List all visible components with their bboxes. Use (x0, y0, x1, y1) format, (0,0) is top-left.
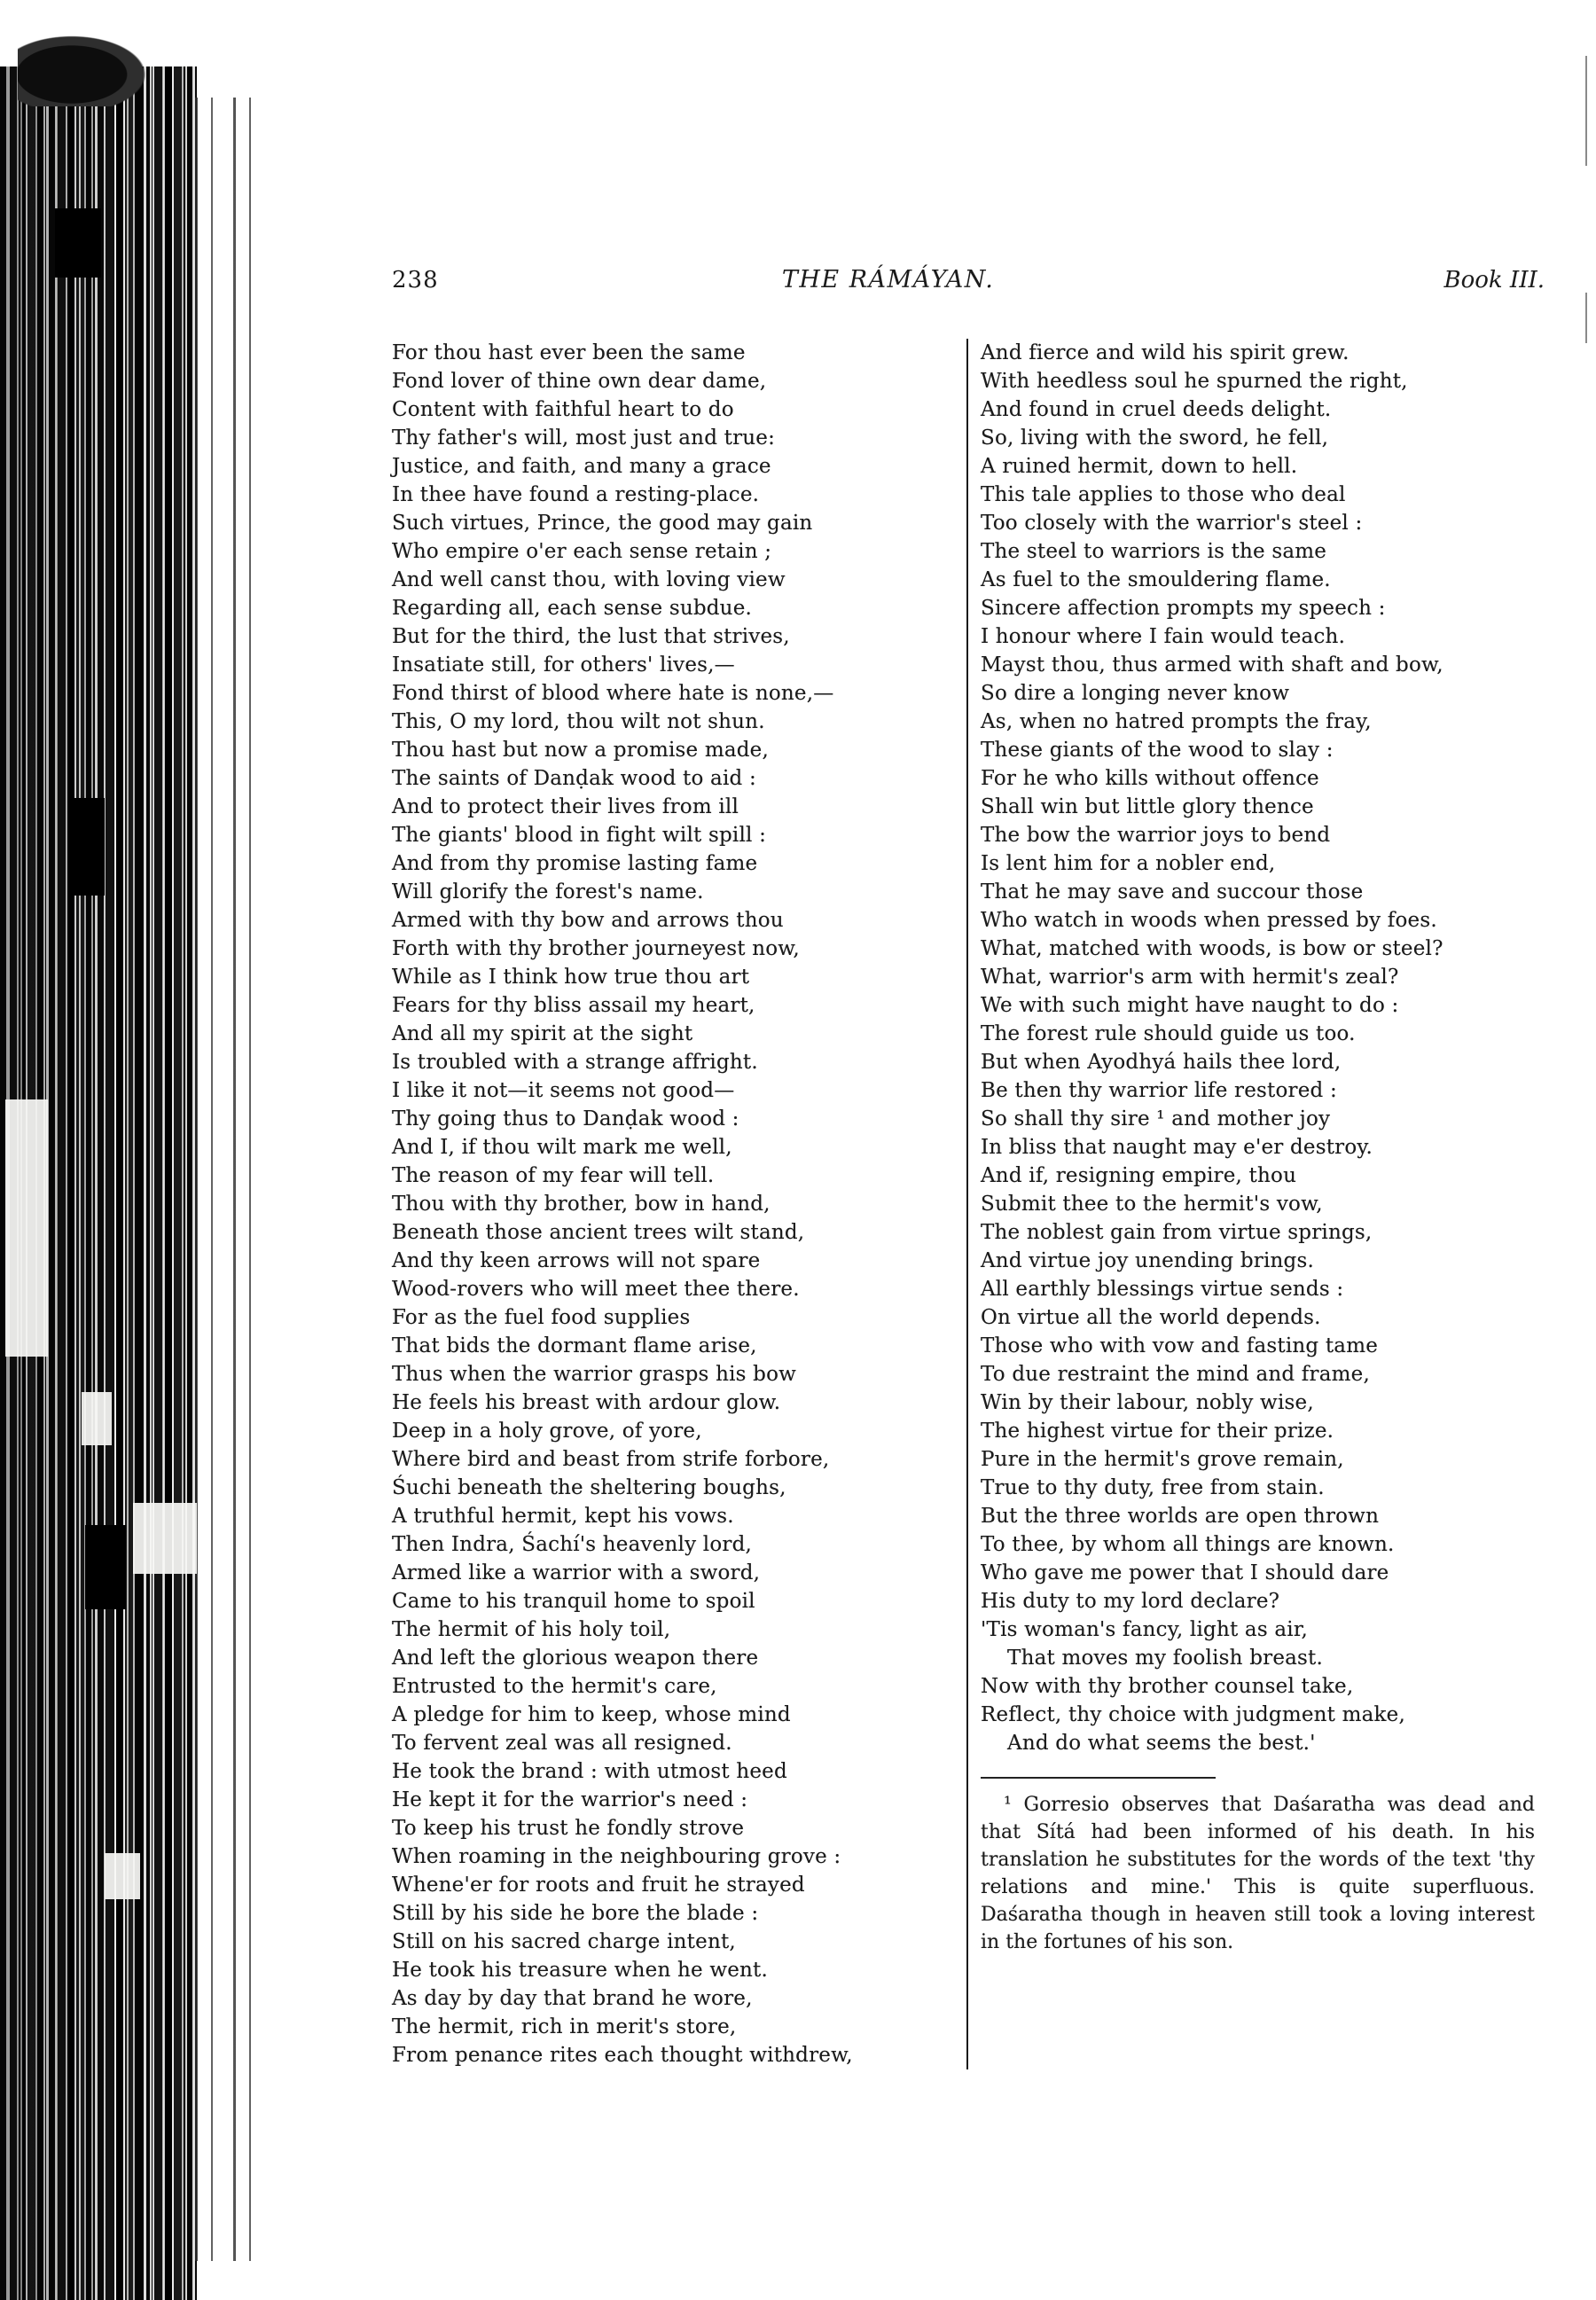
poem-line: His duty to my lord declare? (981, 1590, 1280, 1613)
poem-line: All earthly blessings virtue sends : (981, 1278, 1344, 1301)
poem-line: He feels his breast with ardour glow. (392, 1391, 781, 1414)
poem-line: Who empire o'er each sense retain ; (392, 540, 772, 563)
book-label: Book III. (1443, 267, 1545, 293)
poem-line: To fervent zeal was all resigned. (392, 1732, 732, 1755)
poem-line: Be then thy warrior life restored : (981, 1079, 1337, 1102)
poem-line: Now with thy brother counsel take, (981, 1675, 1354, 1698)
poem-line: Those who with vow and fasting tame (981, 1334, 1379, 1357)
poem-line: The saints of Danḍak wood to aid : (392, 767, 756, 790)
poem-line: And do what seems the best.' (981, 1732, 1316, 1755)
poem-line: The forest rule should guide us too. (981, 1022, 1356, 1045)
scan-edge-mark (1585, 293, 1587, 343)
poem-line: Armed like a warrior with a sword, (392, 1561, 761, 1584)
poem-line: Thy going thus to Danḍak wood : (392, 1107, 739, 1130)
poem-line: On virtue all the world depends. (981, 1306, 1321, 1329)
poem-line: Insatiate still, for others' lives,— (392, 653, 735, 677)
poem-line: Reflect, thy choice with judgment make, (981, 1703, 1405, 1726)
poem-line: The bow the warrior joys to bend (981, 824, 1331, 847)
poem-line: And fierce and wild his spirit grew. (981, 341, 1350, 364)
poem-line: Regarding all, each sense subdue. (392, 597, 753, 620)
poem-line: So, living with the sword, he fell, (981, 426, 1329, 450)
binding-dark-patch (85, 1525, 126, 1609)
poem-line: From penance rites each thought withdrew, (392, 2044, 853, 2067)
poem-line: So shall thy sire ¹ and mother joy (981, 1107, 1331, 1130)
poem-column-left (392, 339, 959, 2069)
poem-line: The giants' blood in fight wilt spill : (392, 824, 767, 847)
poem-line: That moves my foolish breast. (981, 1647, 1323, 1670)
poem-line: As day by day that brand he wore, (392, 1987, 753, 2010)
poem-line: This tale applies to those who deal (981, 483, 1346, 506)
binding-dark-patch (69, 798, 105, 896)
poem-line: 'Tis woman's fancy, light as air, (981, 1618, 1308, 1641)
poem-line: But the three worlds are open thrown (981, 1505, 1380, 1528)
poem-column-right (968, 339, 1535, 2069)
poem-line: Who watch in woods when pressed by foes. (981, 909, 1437, 932)
poem-line: And left the glorious weapon there (392, 1647, 759, 1670)
poem-line: Fond lover of thine own dear dame, (392, 370, 767, 393)
page-title: THE RÁMÁYAN. (781, 266, 995, 293)
scan-edge-mark (1585, 56, 1587, 166)
poem-line: Win by their labour, nobly wise, (981, 1391, 1314, 1414)
poem-line: Thou hast but now a promise made, (392, 739, 770, 762)
poem-line: Submit thee to the hermit's vow, (981, 1193, 1323, 1216)
poem-line: Forth with thy brother journeyest now, (392, 937, 800, 960)
poem-line: And from thy promise lasting fame (392, 852, 758, 875)
poem-line: True to thy duty, free from stain. (981, 1476, 1325, 1499)
poem-line: Where bird and beast from strife forbore, (392, 1448, 830, 1471)
poem-line: As fuel to the smouldering flame. (981, 568, 1331, 591)
poem-line: Came to his tranquil home to spoil (392, 1590, 755, 1613)
poem-line: The reason of my fear will tell. (392, 1164, 715, 1187)
poem-line: He kept it for the warrior's need : (392, 1788, 748, 1811)
footnote-text: ¹ Gorresio observes that Daśaratha was dead and that Sítá had been informed of his death. In his translation he substitutes for the words of the text 'thy relations and mine.' This is quite superfluous. Daśaratha though in heaven still took a loving interest in the fortunes of his son. (981, 1794, 1535, 1953)
page-number: 238 (392, 267, 439, 293)
poem-line: Shall win but little glory thence (981, 795, 1314, 818)
poem-line: With heedless soul he spurned the right, (981, 370, 1408, 393)
poem-line: We with such might have naught to do : (981, 994, 1399, 1017)
binding-scan-artifact (0, 35, 266, 2300)
footnote-rule (981, 1777, 1216, 1779)
poem-line: And found in cruel deeds delight. (981, 398, 1332, 421)
page-header (392, 266, 1545, 293)
poem-line: Content with faithful heart to do (392, 398, 734, 421)
footnote (981, 1777, 1535, 1956)
poem-line: That bids the dormant flame arise, (392, 1334, 757, 1357)
poem-line: But when Ayodhyá hails thee lord, (981, 1051, 1342, 1074)
poem-line: What, matched with woods, is bow or steel? (981, 937, 1443, 960)
poem-line: And thy keen arrows will not spare (392, 1249, 761, 1272)
poem-line: A pledge for him to keep, whose mind (392, 1703, 791, 1726)
poem-line: When roaming in the neighbouring grove : (392, 1845, 841, 1868)
poem-line: I like it not—it seems not good— (392, 1079, 735, 1102)
poem-line: Sincere affection prompts my speech : (981, 597, 1386, 620)
poem-line: That he may save and succour those (981, 880, 1364, 904)
poem-line: And to protect their lives from ill (392, 795, 739, 818)
poem-line: This, O my lord, thou wilt not shun. (392, 710, 765, 733)
poem-columns (392, 339, 1545, 2069)
poem-line: I honour where I fain would teach. (981, 625, 1346, 648)
poem-line: While as I think how true thou art (392, 966, 750, 989)
poem-line: What, warrior's arm with hermit's zeal? (981, 966, 1399, 989)
poem-line: He took his treasure when he went. (392, 1959, 768, 1982)
poem-line: Such virtues, Prince, the good may gain (392, 512, 813, 535)
poem-line: The hermit, rich in merit's store, (392, 2015, 737, 2038)
poem-line: For he who kills without offence (981, 767, 1319, 790)
poem-line: To keep his trust he fondly strove (392, 1817, 745, 1840)
poem-line: Deep in a holy grove, of yore, (392, 1420, 702, 1443)
poem-line: Is lent him for a nobler end, (981, 852, 1276, 875)
poem-line: Who gave me power that I should dare (981, 1561, 1389, 1584)
poem-line: He took the brand : with utmost heed (392, 1760, 787, 1783)
poem-line: Thou with thy brother, bow in hand, (392, 1193, 771, 1216)
poem-line: In thee have found a resting-place. (392, 483, 760, 506)
binding-light-gap (82, 1392, 112, 1445)
poem-line: Śuchi beneath the sheltering boughs, (392, 1476, 786, 1499)
binding-light-gap (5, 1099, 48, 1357)
poem-line: The hermit of his holy toil, (392, 1618, 671, 1641)
poem-line: Entrusted to the hermit's care, (392, 1675, 717, 1698)
poem-line: For as the fuel food supplies (392, 1306, 691, 1329)
binding-dark-patch (55, 208, 101, 278)
poem-line: Too closely with the warrior's steel : (981, 512, 1363, 535)
poem-line: And well canst thou, with loving view (392, 568, 786, 591)
poem-line: Fears for thy bliss assail my heart, (392, 994, 755, 1017)
poem-line: These giants of the wood to slay : (981, 739, 1334, 762)
poem-line: Then Indra, Śachí's heavenly lord, (392, 1533, 753, 1556)
poem-line: Armed with thy bow and arrows thou (392, 909, 784, 932)
poem-line: Mayst thou, thus armed with shaft and bow, (981, 653, 1443, 677)
poem-line: And if, resigning empire, thou (981, 1164, 1297, 1187)
poem-line: Thy father's will, most just and true: (392, 426, 776, 450)
poem-line: For thou hast ever been the same (392, 341, 746, 364)
poem-line: The highest virtue for their prize. (981, 1420, 1334, 1443)
poem-line: Justice, and faith, and many a grace (392, 455, 771, 478)
poem-line: Still on his sacred charge intent, (392, 1930, 736, 1953)
binding-ink-blob (18, 35, 146, 106)
binding-light-gap (105, 1853, 140, 1899)
poem-line: Wood-rovers who will meet thee there. (392, 1278, 800, 1301)
poem-line: Thus when the warrior grasps his bow (392, 1363, 797, 1386)
poem-line: Is troubled with a strange affright. (392, 1051, 758, 1074)
poem-line: A ruined hermit, down to hell. (981, 455, 1298, 478)
poem-line: And I, if thou wilt mark me well, (392, 1136, 732, 1159)
poem-line: So dire a longing never know (981, 682, 1290, 705)
poem-line: And virtue joy unending brings. (981, 1249, 1314, 1272)
poem-line: To due restraint the mind and frame, (981, 1363, 1370, 1386)
poem-line: Beneath those ancient trees wilt stand, (392, 1221, 805, 1244)
poem-line: Fond thirst of blood where hate is none,— (392, 682, 834, 705)
poem-line: Pure in the hermit's grove remain, (981, 1448, 1344, 1471)
poem-column-right-lines (981, 339, 1535, 1757)
poem-line: A truthful hermit, kept his vows. (392, 1505, 734, 1528)
poem-line: The steel to warriors is the same (981, 540, 1327, 563)
poem-line: And all my spirit at the sight (392, 1022, 693, 1045)
poem-line: To thee, by whom all things are known. (981, 1533, 1395, 1556)
poem-line: As, when no hatred prompts the fray, (981, 710, 1372, 733)
poem-line: Still by his side he bore the blade : (392, 1902, 759, 1925)
poem-line: In bliss that naught may e'er destroy. (981, 1136, 1373, 1159)
poem-line: Whene'er for roots and fruit he strayed (392, 1874, 805, 1897)
poem-line: But for the third, the lust that strives, (392, 625, 790, 648)
binding-fringe-stripes (195, 98, 264, 2261)
poem-line: Will glorify the forest's name. (392, 880, 704, 904)
poem-line: The noblest gain from virtue springs, (981, 1221, 1373, 1244)
binding-light-gap (133, 1503, 197, 1574)
